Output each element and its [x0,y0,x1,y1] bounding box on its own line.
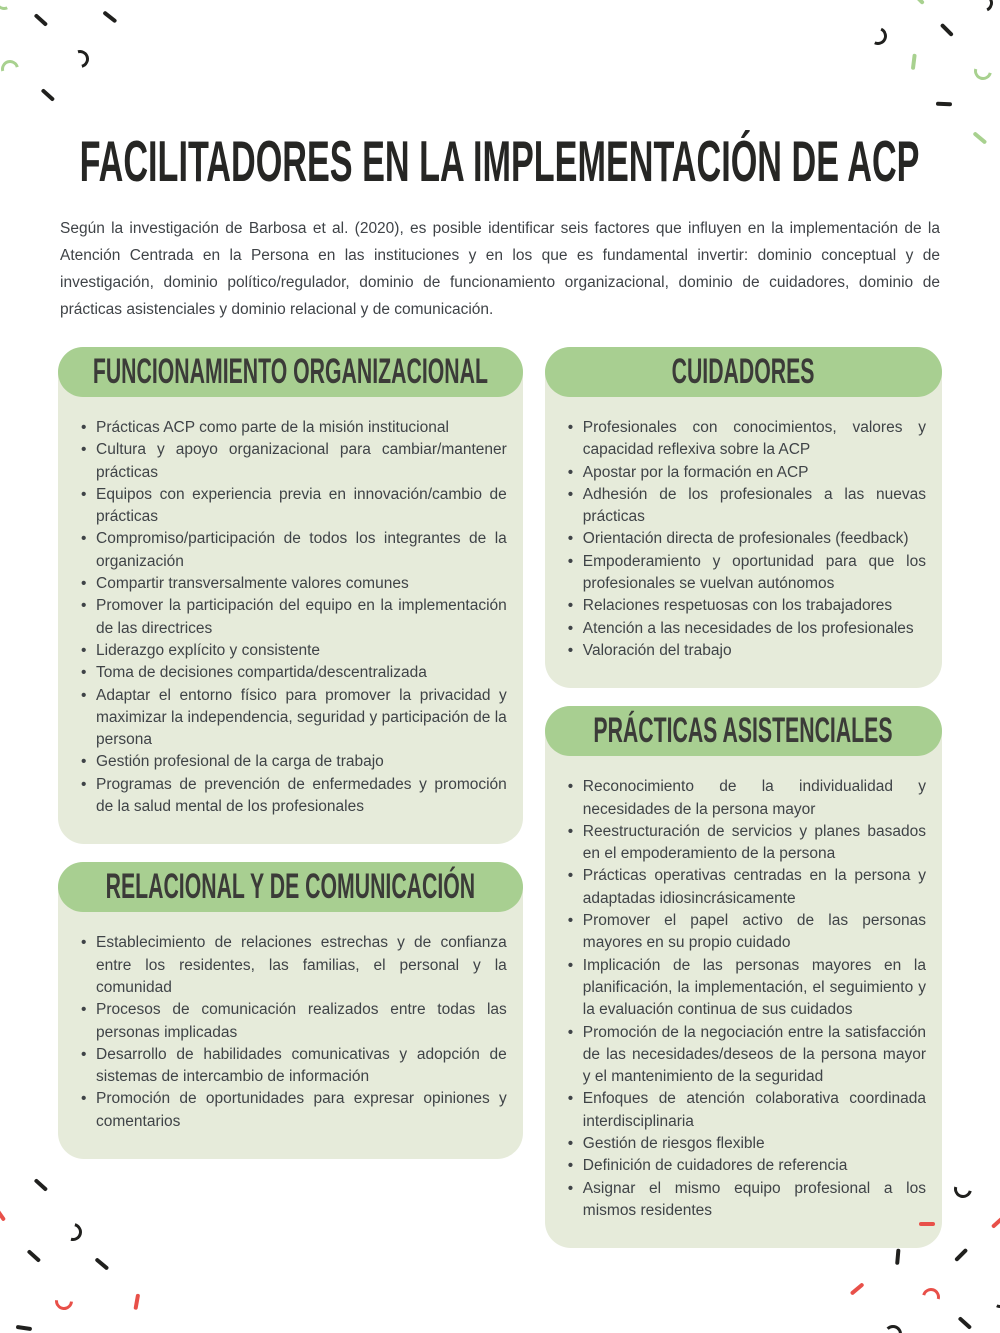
confetti-dash-icon [936,102,952,106]
list-item: • Implicación de las personas mayores en la planificación, la implementación, el seguimiento y la evaluación continua de sus cuidados [567,955,926,1022]
list-item: • Equipos con experiencia previa en innovación/cambio de prácticas [80,484,507,529]
page-title: FACILITADORES EN LA IMPLEMENTACIÓN DE ACP [80,130,920,195]
bullet-list [80,417,507,818]
list-item: • Atención a las necesidades de los profesionales [567,618,926,640]
list-item: • Asignar el mismo equipo profesional a los mismos residentes [567,1178,926,1223]
list-item: • Toma de decisiones compartida/descentralizada [80,662,507,684]
confetti-dash-icon [27,1249,41,1262]
section-header-practicas-asistenciales [545,706,942,756]
section-header-relacional-y-de-comunicacion [58,862,523,912]
confetti-dash-icon [896,1249,901,1265]
list-item: • Programas de prevención de enfermedades y promoción de la salud mental de los profesionales [80,774,507,819]
list-item: • Reconocimiento de la individualidad y necesidades de la persona mayor [567,776,926,821]
confetti-arc-icon [971,59,996,84]
confetti-arc-icon [884,1325,902,1333]
section-title: CUIDADORES [671,351,815,392]
intro-paragraph: Según la investigación de Barbosa et al. (2020), es posible identificar seis factores que influyen en la implementación de la Atención Centrada en la Persona en las instituciones y en los que es fundamental invertir: dominio conceptual y de investigación, dominio político/regulador, dominio de funcionamiento organizacional, dominio de cuidadores, dominio de prácticas asistenciales y dominio relacional y de comunicación. [60,220,940,318]
confetti-arc-icon [68,47,93,72]
list-item: • Establecimiento de relaciones estrechas y de confianza entre los residentes, las familias, el personal y la comunidad [80,932,507,999]
confetti-dash-icon [850,1282,865,1295]
list-item: • Desarrollo de habilidades comunicativas y adopción de sistemas de intercambio de información [80,1044,507,1089]
confetti-arc-icon [988,1287,1000,1310]
list-item: • Compartir transversalmente valores comunes [80,573,507,595]
list-item: • Empoderamiento y oportunidad para que los profesionales se vuelvan autónomos [567,551,926,596]
section-body [58,912,523,1159]
section-relacional-y-de-comunicacion [58,862,523,1159]
section-funcionamiento-organizacional [58,347,523,844]
confetti-arc-icon [0,57,22,82]
title-wrap [0,130,1000,195]
confetti-arc-icon [972,0,995,15]
bullet-list [80,932,507,1133]
section-body [545,756,942,1248]
bullet-list [567,417,926,662]
list-item: • Adhesión de los profesionales a las nuevas prácticas [567,484,926,529]
left-column [58,347,523,1248]
list-item: • Procesos de comunicación realizados entre todas las personas implicadas [80,999,507,1044]
section-title: FUNCIONAMIENTO ORGANIZACIONAL [92,351,488,392]
list-item: • Prácticas ACP como parte de la misión institucional [80,417,507,439]
list-item: • Apostar por la formación en ACP [567,462,926,484]
list-item: • Promover la participación del equipo en la implementación de las directrices [80,595,507,640]
section-practicas-asistenciales [545,706,942,1248]
list-item: • Promover el papel activo de las personas mayores en su propio cuidado [567,910,926,955]
section-title: RELACIONAL Y DE COMUNICACIÓN [105,866,476,907]
confetti-arc-icon [951,1177,976,1202]
list-item: • Promoción de la negociación entre la satisfacción de las necesidades/deseos de la persona mayor y el mantenimiento de la seguridad [567,1022,926,1089]
confetti-arc-icon [51,1288,76,1313]
confetti-dash-icon [911,54,917,70]
list-item: • Valoración del trabajo [567,640,926,662]
confetti-dash-icon [41,88,55,101]
list-item: • Compromiso/participación de todos los integrantes de la organización [80,528,507,573]
right-column [545,347,942,1248]
confetti-dash-icon [958,1316,972,1329]
list-item: • Gestión profesional de la carga de trabajo [80,751,507,773]
confetti-dash-icon [16,1325,32,1331]
list-item: • Gestión de riesgos flexible [567,1133,926,1155]
list-item: • Liderazgo explícito y consistente [80,640,507,662]
confetti-arc-icon [866,24,889,47]
confetti-dash-icon [991,1215,1000,1228]
list-item: • Profesionales con conocimientos, valores y capacidad reflexiva sobre la ACP [567,417,926,462]
confetti-dash-icon [0,1206,6,1221]
confetti-arc-icon [919,1285,944,1310]
confetti-dash-icon [34,1178,48,1191]
list-item: • Definición de cuidadores de referencia [567,1155,926,1177]
section-body [58,397,523,844]
confetti-dash-icon [911,0,925,5]
list-item: • Promoción de oportunidades para expresar opiniones y comentarios [80,1088,507,1133]
confetti-dash-icon [34,13,48,26]
content-columns [58,347,942,1248]
section-cuidadores [545,347,942,688]
confetti-dash-icon [95,1257,110,1270]
section-title: PRÁCTICAS ASISTENCIALES [593,710,893,751]
list-item: • Prácticas operativas centradas en la persona y adaptadas idiosincrásicamente [567,865,926,910]
confetti-arc-icon [0,0,16,13]
list-item: • Enfoques de atención colaborativa coordinada interdisciplinaria [567,1088,926,1133]
section-header-funcionamiento-organizacional [58,347,523,397]
confetti-dash-icon [134,1294,140,1310]
list-item: • Relaciones respetuosas con los trabajadores [567,595,926,617]
confetti-dash-icon [103,10,118,23]
list-item: • Adaptar el entorno físico para promover la privacidad y maximizar la independencia, seguridad y participación de la persona [80,685,507,752]
list-item: • Reestructuración de servicios y planes basados en el empoderamiento de la persona [567,821,926,866]
confetti-dash-icon [940,23,954,37]
section-header-cuidadores [545,347,942,397]
list-item: • Cultura y apoyo organizacional para cambiar/mantener prácticas [80,439,507,484]
section-body [545,397,942,688]
confetti-dash-icon [954,1248,968,1262]
list-item: • Orientación directa de profesionales (feedback) [567,528,926,550]
bullet-list [567,776,926,1222]
